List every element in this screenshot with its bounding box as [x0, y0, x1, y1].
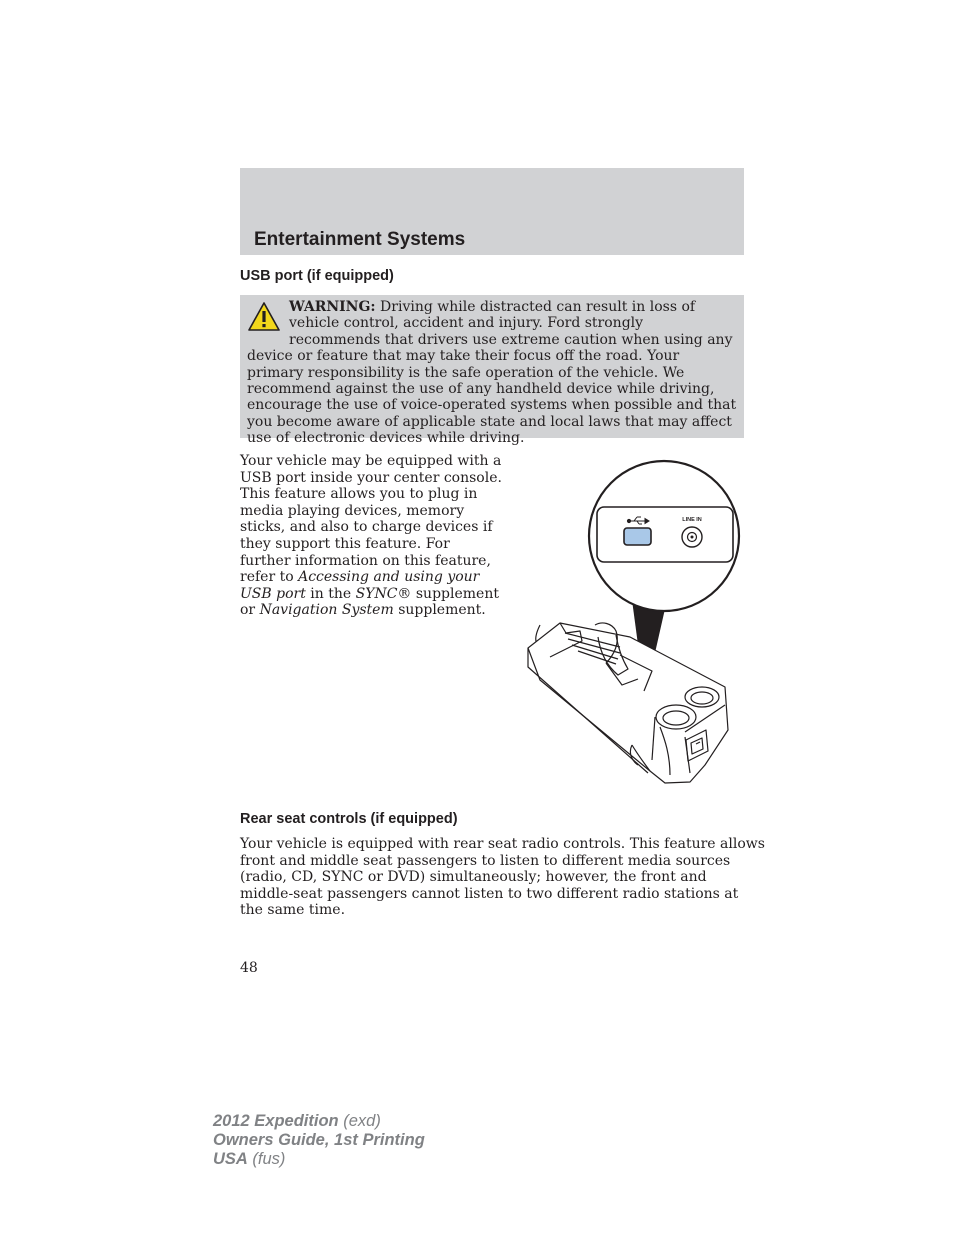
text-line: they support this feature. For [240, 535, 450, 552]
text-line [240, 602, 502, 619]
reference-usb: Accessing and using your [298, 569, 480, 586]
footer-line: Owners Guide, 1st Printing [213, 1131, 425, 1149]
text-line: Your vehicle is equipped with rear seat radio controls. This feature allows [240, 836, 765, 852]
text-fragment: supplement [411, 585, 499, 602]
page-number: 48 [240, 960, 258, 976]
text-fragment: or [240, 602, 260, 619]
footer-model: 2012 Expedition [213, 1112, 339, 1130]
reference-sync: SYNC [355, 585, 398, 602]
warning-box [240, 295, 744, 447]
text-line [240, 586, 502, 603]
text-line [240, 569, 502, 586]
text-fragment: refer to [240, 569, 299, 586]
text-line: middle-seat passengers cannot listen to two different radio stations at [240, 885, 739, 902]
text-line: media playing devices, memory [240, 502, 465, 519]
rear-section-heading: Rear seat controls (if equipped) [240, 811, 458, 827]
reference-navigation: Navigation System [259, 602, 394, 619]
footer-market: USA [213, 1150, 248, 1168]
text-fragment: in the [305, 585, 356, 602]
text-line: front and middle seat passengers to listen to different media sources [240, 852, 731, 869]
chapter-title: Entertainment Systems [254, 229, 466, 250]
registered-mark: ® [397, 585, 412, 602]
footer-line [213, 1150, 425, 1169]
text-line: the same time. [240, 902, 346, 919]
reference-usb-port: USB port [240, 585, 306, 602]
usb-port [624, 528, 651, 545]
text-line: USB port inside your center console. [240, 469, 502, 486]
warning-triangle-icon [247, 301, 281, 333]
console-usb-illustration [520, 455, 750, 790]
usb-body-text [240, 453, 502, 619]
text-line: Your vehicle may be equipped with a [240, 453, 502, 469]
footer [213, 1112, 425, 1169]
warning-label: WARNING: [289, 299, 376, 315]
footer-code: (fus) [247, 1150, 286, 1168]
chapter-header [240, 168, 744, 255]
line-in-label: LINE IN [682, 517, 702, 523]
footer-code: (exd) [338, 1112, 381, 1130]
text-fragment: supplement. [393, 602, 486, 619]
text-line: (radio, CD, SYNC or DVD) simultaneously; however, the front and [240, 869, 707, 886]
rear-body-text [240, 836, 765, 919]
warning-text: Driving while distracted can result in loss of vehicle control, accident and injury. Ford strongly recommends that drivers use extreme caution when using any device or feature that may take their focus off the road. Your primary responsibility is the safe operation of the vehicle. We recommend against the use of any handheld device while driving, encourage the use of voice-operated systems when possible and that you become aware of applicable state and local laws that may affect use of electronic devices while driving. [247, 299, 737, 447]
footer-line [213, 1112, 425, 1131]
usb-section-heading: USB port (if equipped) [240, 268, 394, 284]
text-line: sticks, and also to charge devices if [240, 519, 493, 536]
port-panel [597, 507, 733, 562]
center-console [528, 623, 728, 783]
text-line: further information on this feature, [240, 552, 491, 569]
text-line: This feature allows you to plug in [240, 486, 478, 503]
